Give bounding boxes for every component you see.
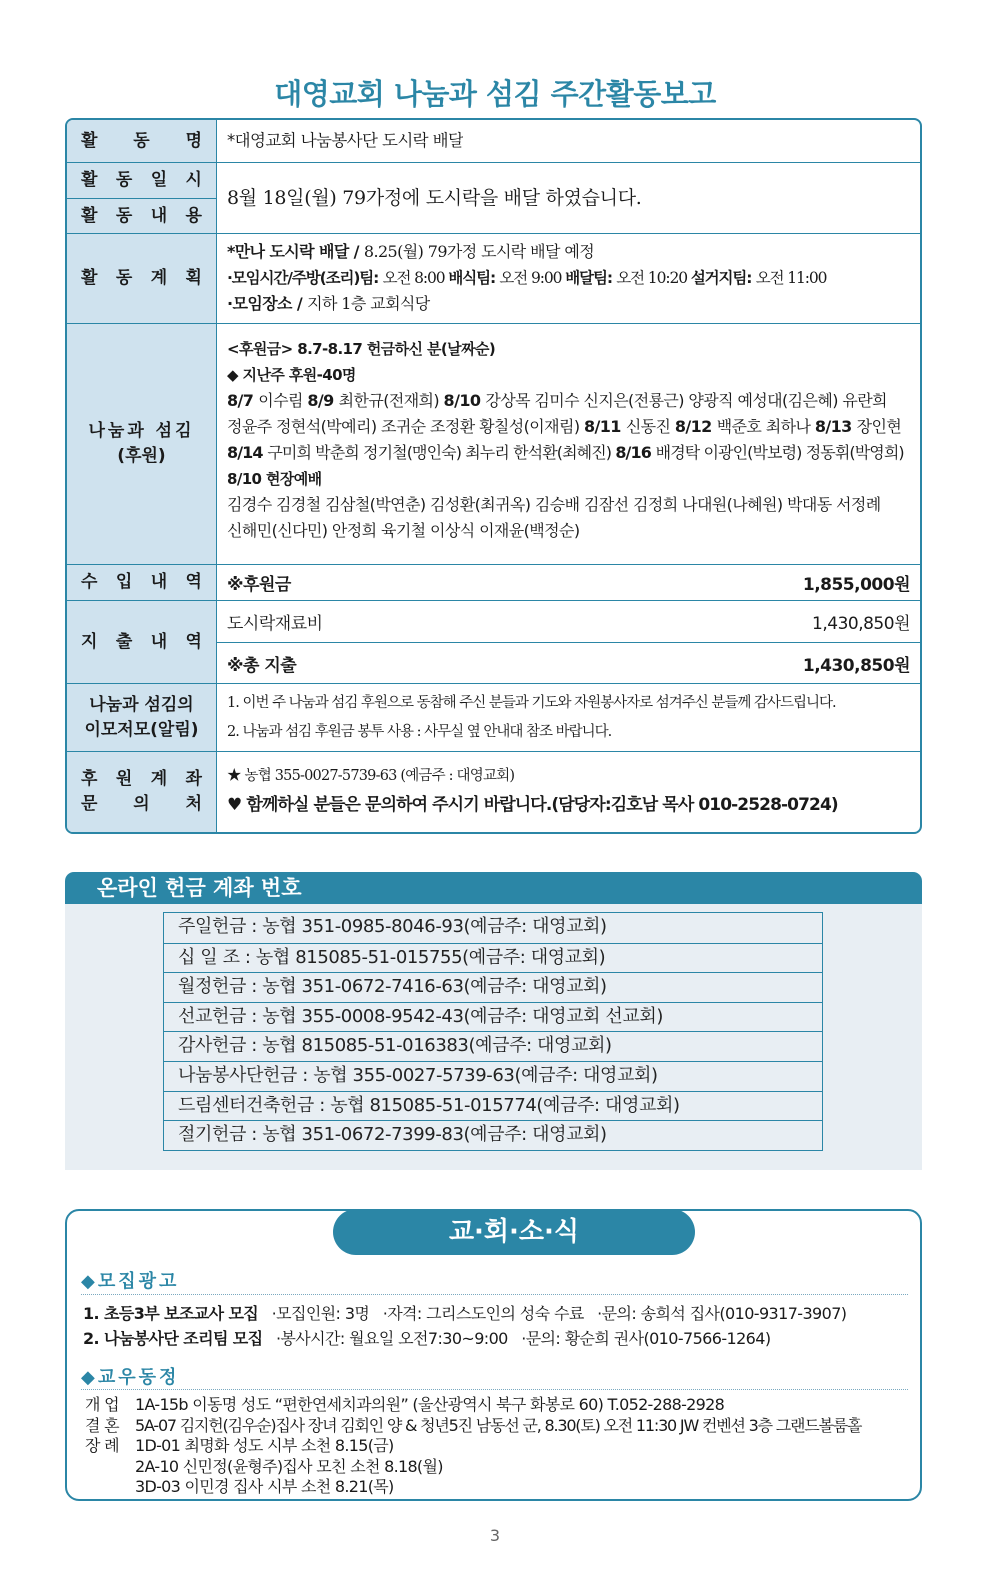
label-donation: 나눔과 섬김 (후원)	[67, 324, 217, 564]
member-news-item: 결 혼 5A-07 김지헌(김우순)집사 장녀 김회인 양 & 청년5진 남동선 군, 8.30(토) 오전 11:30 JW 컨벤션 3층 그랜드볼룸홀	[85, 1415, 862, 1435]
activity-report-table	[65, 118, 922, 834]
income-item: ※후원금	[227, 575, 291, 595]
activity-content-value: 8월 18일(월) 79가정에 도시락을 배달 하였습니다.	[227, 187, 642, 209]
plan-line-1: *만나 도시락 배달 / 8.25(월) 79가정 도시락 배달 예정	[227, 242, 595, 261]
label-activity-plan: 활 동 계 획	[67, 234, 217, 323]
church-news-title: 교·회·소·식	[333, 1209, 695, 1255]
page-number: 3	[489, 1526, 501, 1545]
members-header: ◆교우동정	[81, 1367, 180, 1388]
row-income	[67, 564, 920, 600]
account-list	[163, 912, 823, 1151]
page-title: 대영교회 나눔과 섬김 주간활동보고	[274, 77, 716, 111]
row-expense	[67, 600, 920, 683]
row-activity-name	[67, 120, 920, 162]
member-news-item: 3D-03 이민경 집사 시부 소천 8.21(목)	[135, 1477, 394, 1496]
label-activity-date: 활 동 일 시	[67, 163, 217, 199]
member-news-item: 개 업 1A-15b 이동명 성도 “편한연세치과의원” (울산광역시 북구 화봉로 60) T.052-288-2928	[85, 1395, 725, 1414]
plan-line-2: ·모임시간/주방(조리)팀: 오전 8:00 배식팀: 오전 9:00 배달팀: 오전 10:20 설거지팀: 오전 11:00	[227, 269, 827, 287]
recruit-item: 1. 초등3부 보조교사 모집 ·모집인원: 3명 ·자격: 그리스도인의 성숙 수료 ·문의: 송희석 집사(010-9317-3907)	[83, 1304, 847, 1323]
member-news-item: 2A-10 신민정(윤형주)집사 모친 소천 8.18(월)	[135, 1456, 443, 1476]
notice-line-2: 2. 나눔과 섬김 후원금 봉투 사용 : 사무실 옆 안내대 참조 바랍니다.	[227, 724, 612, 740]
donation-line: 정윤주 정현석(박예리) 조귀순 조정환 황칠성(이재림) 8/11 신동진 8/12 백준호 최하나 8/13 장인현	[227, 417, 902, 436]
divider	[81, 1389, 908, 1390]
income-amount: 1,855,000원	[802, 575, 910, 595]
donation-line: 8/7 이수림 8/9 최한규(전재희) 8/10 강상목 김미수 신지은(전룡근) 양광직 예성대(김은혜) 유란희	[227, 391, 887, 410]
contact-line: ♥ 함께하실 분들은 문의하여 주시기 바랍니다.(담당자:김호남 목사 010-2528-0724)	[227, 795, 838, 815]
row-donation	[67, 323, 920, 564]
account-row: 주일헌금 : 농협 351-0985-8046-93(예금주: 대영교회)	[178, 916, 607, 937]
divider	[81, 1294, 908, 1295]
row-notice	[67, 683, 920, 751]
recruit-header: ◆모집광고	[81, 1271, 180, 1292]
label-activity-name: 활 동 명	[67, 120, 217, 162]
label-account: 후 원 계 좌 문 의 처	[67, 752, 217, 832]
label-income: 수 입 내 역	[67, 565, 217, 600]
expense-item: 도시락재료비	[227, 614, 323, 634]
member-news-item: 장 례 1D-01 최명화 성도 시부 소천 8.15(금)	[85, 1436, 394, 1455]
notice-line-1: 1. 이번 주 나눔과 섬김 후원으로 동참해 주신 분들과 기도와 자원봉사자로 섬겨주신 분들께 감사드립니다.	[227, 695, 836, 711]
account-row: 선교헌금 : 농협 355-0008-9542-43(예금주: 대영교회 선교회)	[164, 1002, 822, 1032]
onsite-header: 8/10 현장예배	[227, 470, 322, 488]
donation-line: 8/14 구미희 박춘희 정기철(맹인숙) 최누리 한석환(최혜진) 8/16 배경탁 이광인(박보령) 정동휘(박영희)	[227, 443, 904, 462]
label-activity-content: 활 동 내 용	[67, 199, 217, 233]
online-offering-header: 온라인 헌금 계좌 번호	[65, 872, 922, 904]
account-row: 월정헌금 : 농협 351-0672-7416-63(예금주: 대영교회)	[164, 972, 822, 1002]
expense-total-amount: 1,430,850원	[802, 655, 910, 676]
label-expense: 지 출 내 역	[67, 601, 217, 683]
account-row: 감사헌금 : 농협 815085-51-016383(예금주: 대영교회)	[164, 1031, 822, 1061]
plan-line-3: ·모임장소 / 지하 1층 교회식당	[227, 294, 430, 313]
church-news-box	[65, 1209, 922, 1501]
expense-total-label: ※총 지출	[227, 655, 297, 676]
account-row: 십 일 조 : 농협 815085-51-015755(예금주: 대영교회)	[164, 943, 822, 973]
row-activity-date-content	[67, 162, 920, 233]
row-activity-plan	[67, 233, 920, 323]
activity-name-value: *대영교회 나눔봉사단 도시락 배달	[227, 131, 464, 150]
expense-amount: 1,430,850원	[812, 614, 910, 634]
row-account	[67, 751, 920, 832]
label-notice: 나눔과 섬김의 이모저모(알림)	[67, 684, 217, 751]
recruit-item: 2. 나눔봉사단 조리팀 모집 ·봉사시간: 월요일 오전7:30~9:00 ·문의: 황순희 권사(010-7566-1264)	[83, 1329, 771, 1348]
account-line: ★ 농협 355-0027-5739-63 (예금주 : 대영교회)	[227, 768, 515, 784]
account-row: 절기헌금 : 농협 351-0672-7399-83(예금주: 대영교회)	[164, 1120, 822, 1150]
onsite-line: 신해민(신다민) 안정희 육기철 이상식 이재윤(백정순)	[227, 521, 580, 540]
account-row: 드림센터건축헌금 : 농협 815085-51-015774(예금주: 대영교회)	[164, 1091, 822, 1121]
onsite-line: 김경수 김경철 김삼철(박연춘) 김성환(최귀옥) 김승배 김잠선 김정희 나대원(나혜원) 박대동 서정례	[227, 495, 881, 514]
donation-header: <후원금> 8.7-8.17 헌금하신 분(날짜순)	[227, 340, 496, 358]
donation-subheader: ◆ 지난주 후원-40명	[227, 366, 356, 384]
account-row: 나눔봉사단헌금 : 농협 355-0027-5739-63(예금주: 대영교회)	[164, 1061, 822, 1091]
